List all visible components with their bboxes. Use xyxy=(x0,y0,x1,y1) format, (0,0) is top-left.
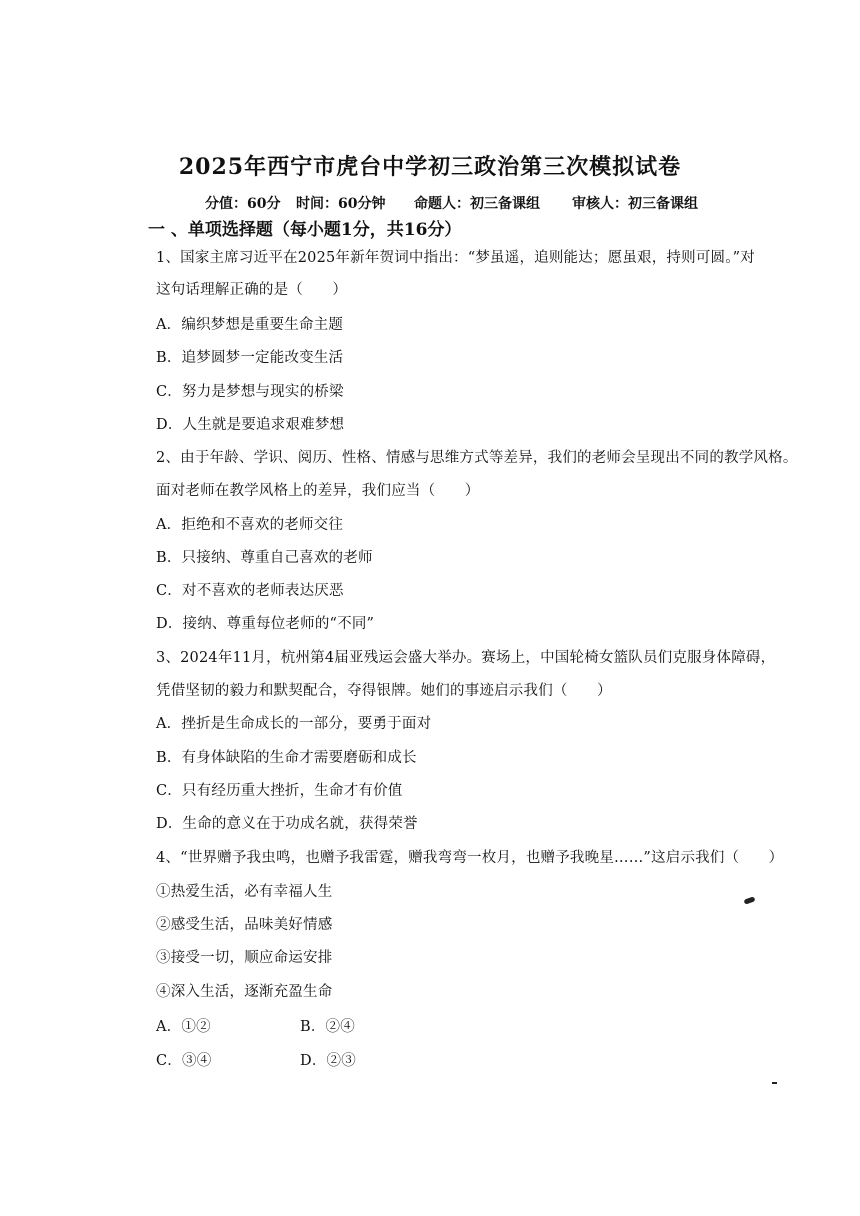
score-info: 分值：60分 xyxy=(205,196,281,212)
question-3-option-c: C．只有经历重大挫折，生命才有价值 xyxy=(156,783,403,799)
scan-speck xyxy=(743,896,755,904)
question-4-option-d: D．②③ xyxy=(300,1053,356,1069)
question-1-option-b: B．追梦圆梦一定能改变生活 xyxy=(156,350,344,366)
question-2-option-d: D．接纳、尊重每位老师的“不同” xyxy=(156,616,375,632)
question-2-option-a: A．拒绝和不喜欢的老师交往 xyxy=(156,517,344,533)
question-2-stem-line-1: 2、由于年龄、学识、阅历、性格、情感与思维方式等差异，我们的老师会呈现出不同的教学风格。 xyxy=(156,450,798,466)
question-4-statement-3: ③接受一切，顺应命运安排 xyxy=(156,950,333,966)
scan-speck xyxy=(772,1082,777,1084)
reviewer-info: 审核人：初三备课组 xyxy=(572,196,698,212)
question-1-option-d: D．人生就是要追求艰难梦想 xyxy=(156,417,345,433)
question-4-statement-4: ④深入生活，逐渐充盈生命 xyxy=(156,984,333,1000)
question-4-option-c: C．③④ xyxy=(156,1053,212,1069)
question-4-statement-1: ①热爱生活，必有幸福人生 xyxy=(156,884,333,900)
question-4-stem-line-1: 4、“世界赠予我虫鸣，也赠予我雷霆，赠我弯弯一枚月，也赠予我晚星……”这启示我们（ ） xyxy=(156,850,784,866)
question-3-option-d: D．生命的意义在于功成名就，获得荣誉 xyxy=(156,816,418,832)
question-2-option-b: B．只接纳、尊重自己喜欢的老师 xyxy=(156,550,373,566)
section-heading: 一 、单项选择题（每小题1分，共16分） xyxy=(148,220,462,240)
exam-title: 2025年西宁市虎台中学初三政治第三次模拟试卷 xyxy=(178,154,682,180)
question-3-option-b: B．有身体缺陷的生命才需要磨砺和成长 xyxy=(156,750,417,766)
time-info: 时间：60分钟 xyxy=(296,196,386,212)
question-3-option-a: A．挫折是生命成长的一部分，要勇于面对 xyxy=(156,716,432,732)
question-1-stem-line-1: 1、国家主席习近平在2025年新年贺词中指出：“梦虽遥，追则能达；愿虽艰，持则可圆。”对 xyxy=(156,250,755,266)
author-info: 命题人：初三备课组 xyxy=(414,196,540,212)
question-4-option-b: B．②④ xyxy=(300,1019,355,1035)
question-2-option-c: C．对不喜欢的老师表达厌恶 xyxy=(156,583,344,599)
question-1-option-c: C．努力是梦想与现实的桥梁 xyxy=(156,384,344,400)
question-3-stem-line-1: 3、2024年11月，杭州第4届亚残运会盛大举办。赛场上，中国轮椅女篮队员们克服身体障碍， xyxy=(156,650,776,666)
question-4-option-a: A．①② xyxy=(156,1019,211,1035)
question-2-stem-line-2: 面对老师在教学风格上的差异，我们应当（ ） xyxy=(156,483,480,499)
question-4-statement-2: ②感受生活，品味美好情感 xyxy=(156,917,333,933)
question-1-stem-line-2: 这句话理解正确的是（ ） xyxy=(156,282,348,298)
question-3-stem-line-2: 凭借坚韧的毅力和默契配合，夺得银牌。她们的事迹启示我们（ ） xyxy=(156,683,612,699)
question-1-option-a: A．编织梦想是重要生命主题 xyxy=(156,317,344,333)
